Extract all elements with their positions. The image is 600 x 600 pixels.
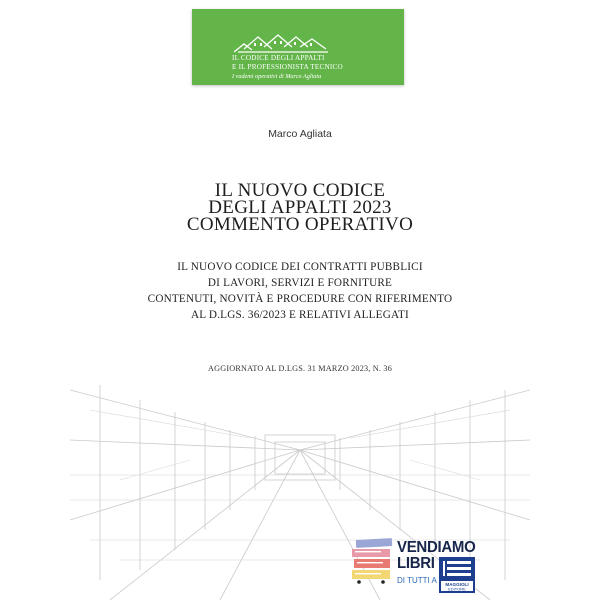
subtitle-line3: CONTENUTI, NOVITÀ E PROCEDURE CON RIFERIMENTO	[147, 293, 453, 305]
badge-line3: DI TUTTI A	[397, 576, 437, 585]
roofs-logo-icon	[234, 31, 330, 53]
series-title-line1: IL CODICE DEGLI APPALTI	[232, 54, 325, 62]
series-banner	[192, 9, 404, 85]
badge-line1: VENDIAMO	[397, 538, 476, 557]
books-stack-icon	[350, 537, 394, 585]
publisher-logo-icon	[437, 555, 477, 595]
book-title-line1: IL NUOVO CODICE	[214, 180, 386, 201]
update-note: AGGIORNATO AL D.LGS. 31 MARZO 2023, N. 36	[207, 364, 392, 373]
series-tagline: I vademi operativi di Marco Agliata	[232, 73, 322, 80]
subtitle-line2: DI LAVORI, SERVIZI E FORNITURE	[207, 277, 393, 289]
author-name: Marco Agliata	[268, 128, 332, 140]
book-title-line3: COMMENTO OPERATIVO	[186, 214, 414, 235]
svg-text:EDITORE: EDITORE	[448, 586, 466, 592]
subtitle-line1: IL NUOVO CODICE DEI CONTRATTI PUBBLICI	[177, 261, 423, 273]
svg-text:MAGGIOLI: MAGGIOLI	[445, 582, 469, 587]
badge-line2: LIBRI	[397, 554, 435, 573]
book-title-line2: DEGLI APPALTI 2023	[208, 197, 392, 218]
subtitle-line4: AL D.LGS. 36/2023 E RELATIVI ALLEGATI	[191, 309, 409, 321]
series-title-line2: E IL PROFESSIONISTA TECNICO	[232, 63, 343, 71]
